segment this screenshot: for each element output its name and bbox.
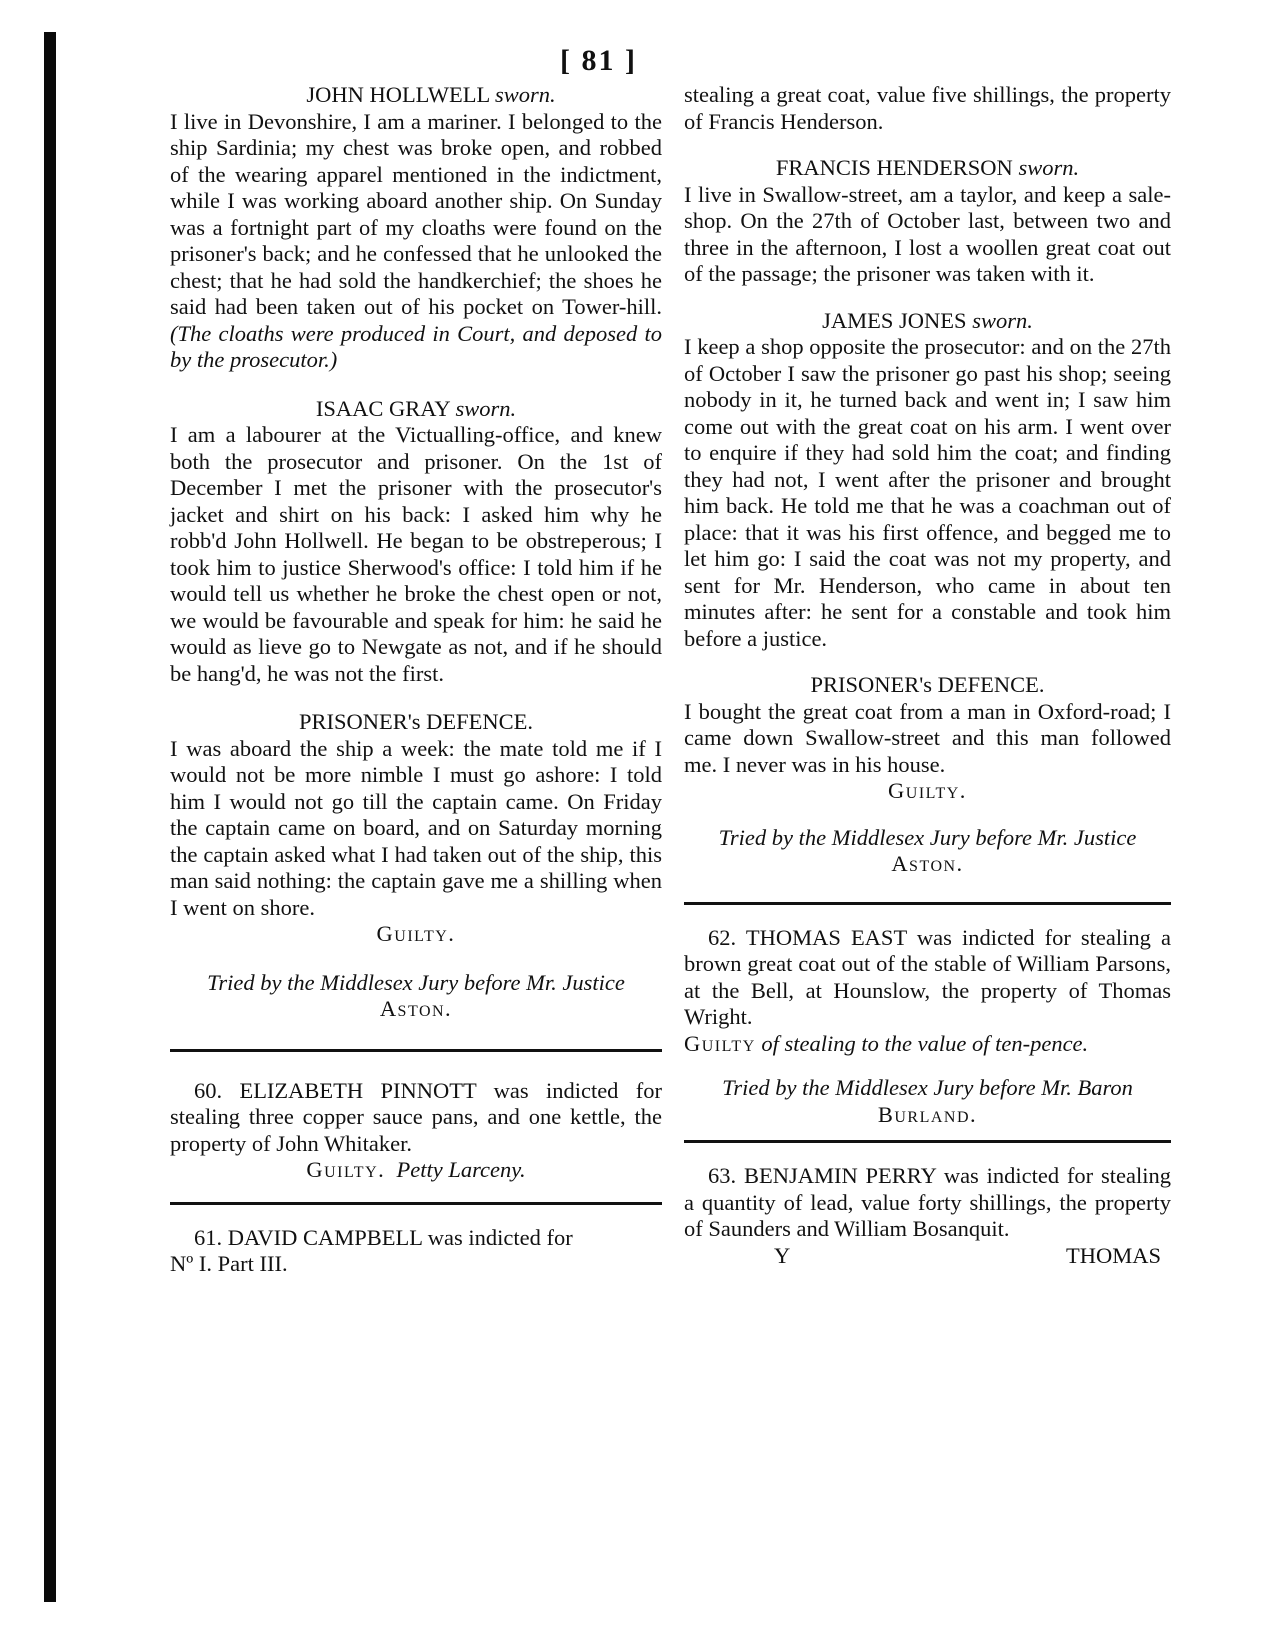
judge-name: Aston.	[891, 851, 964, 876]
sworn-label: sworn.	[972, 307, 1033, 333]
section-divider	[170, 1049, 662, 1052]
catchword-line	[684, 1243, 1171, 1270]
testimony-jones: I keep a shop opposite the prosecutor: and on the 27th of October I saw the prisoner go past his shop; seeing nobody in it, he turned back and went in; I saw him come out with the great coat on his arm. I went over to enquire if they had sold him the coat; and finding they had not, I went after the prisoner and brought him back. He told me that he was a coachman out of place: that it was his first offence, and begged me to let him go: I said the coat was not my property, and sent for Mr. Henderson, who came in about ten minutes after: he sent for a constable and took him before a justice.	[684, 334, 1171, 651]
case-61-start: 61. DAVID CAMPBELL was indicted for	[194, 1224, 573, 1250]
case-62: 62. THOMAS EAST was indicted for stealing a brown great coat out of the stable of William Parsons, at the Bell, at Hounslow, the property of Thomas Wright.	[684, 924, 1171, 1029]
verdict: Guilty	[684, 1030, 756, 1056]
judge-name: Burland.	[877, 1101, 978, 1127]
court-note: (The cloaths were produced in Court, and deposed to by the prosecutor.)	[170, 320, 662, 372]
binding-shadow	[44, 32, 56, 1602]
defence-heading: PRISONER's DEFENCE.	[298, 709, 534, 734]
case-63: 63. BENJAMIN PERRY was indicted for stealing a quantity of lead, value forty shillings, the property of Saunders and William Bosanquit.	[684, 1163, 1171, 1241]
verdict: Guilty.	[376, 921, 456, 946]
sworn-label: sworn.	[455, 395, 517, 421]
tried-by: Tried by the Middlesex Jury before Mr. Baron	[722, 1075, 1133, 1100]
witness-name: JOHN HOLLWELL	[306, 82, 490, 107]
page-number: [ 81 ]	[560, 44, 637, 77]
catchword: THOMAS	[1065, 1242, 1161, 1268]
testimony-text: I live in Devonshire, I am a mariner. I belonged to the ship Sardinia; my chest was broke open, and robbed of the wearing apparel mentioned in the indictment, while I was working aboard another ship. On Sunday was a fortnight part of my cloaths were found on the prisoner's back; and he confessed that he unlooked the chest; that he had sold the handkerchief; the shoes he said had been taken out of his pocket on Tower-hill.	[170, 108, 662, 319]
continuation-text: stealing a great coat, value five shillings, the property of Francis Henderson.	[684, 82, 1171, 134]
verdict-note: Petty Larceny.	[396, 1157, 526, 1182]
signature-mark: Y	[774, 1242, 791, 1268]
section-divider	[684, 902, 1171, 905]
testimony-gray: I am a labourer at the Victualling-office, and knew both the prosecutor and prisoner. On the 1st of December I met the prisoner with the prosecutor's jacket and shirt on his back: I asked him why he robb'd John Hollwell. He began to be obstreperous; I took him to justice Sherwood's office: I told him if he would tell us whether he broke the chest open or not, we would be favourable and speak for him: he said he would as lieve go to Newgate as not, and if he should be hang'd, he was not the first.	[170, 422, 662, 686]
witness-heading-gray	[170, 396, 662, 423]
witness-name: JAMES JONES	[822, 307, 967, 333]
sworn-label: sworn.	[495, 82, 556, 107]
case-62-verdict	[684, 1031, 1171, 1058]
tried-by: Tried by the Middlesex Jury before Mr. Justice	[718, 824, 1137, 850]
witness-heading-henderson	[684, 155, 1171, 182]
judge-name: Aston.	[379, 996, 453, 1021]
case-60: 60. ELIZABETH PINNOTT was indicted for stealing three copper sauce pans, and one kettle, the property of John Whitaker.	[170, 1077, 662, 1156]
left-column	[170, 82, 662, 1278]
testimony-henderson: I live in Swallow-street, am a taylor, and keep a sale-shop. On the 27th of October last, between two and three in the afternoon, I lost a woollen great coat out of the passage; the prisoner was taken with it.	[684, 181, 1171, 286]
testimony-hollwell	[170, 109, 662, 374]
witness-name: ISAAC GRAY	[315, 395, 450, 421]
verdict-note: of stealing to the value of ten-pence.	[761, 1030, 1089, 1056]
defence-text: I bought the great coat from a man in Oxford-road; I came down Swallow-street and this man followed me. I never was in his house.	[684, 698, 1171, 777]
defence-heading: PRISONER's DEFENCE.	[810, 672, 1045, 697]
right-column	[684, 82, 1171, 1269]
section-divider	[684, 1140, 1171, 1143]
witness-heading-jones	[684, 308, 1171, 335]
footer-signature: Nº I. Part III.	[170, 1251, 288, 1276]
section-divider	[170, 1202, 662, 1205]
witness-name: FRANCIS HENDERSON	[775, 155, 1013, 180]
tried-by: Tried by the Middlesex Jury before Mr. Justice	[207, 969, 625, 995]
witness-heading-hollwell	[170, 82, 662, 109]
defence-text: I was aboard the ship a week: the mate told me if I would not be more nimble I must go ashore: I told him I would not go till the captain came. On Friday the captain came on board, and on Saturday morning the captain asked what I had taken out of the ship, this man said nothing: the captain gave me a shilling when I went on shore.	[170, 735, 662, 920]
verdict: Guilty.	[306, 1157, 386, 1182]
sworn-label: sworn.	[1018, 155, 1080, 180]
case-60-verdict	[170, 1157, 662, 1184]
verdict: Guilty.	[888, 778, 967, 803]
